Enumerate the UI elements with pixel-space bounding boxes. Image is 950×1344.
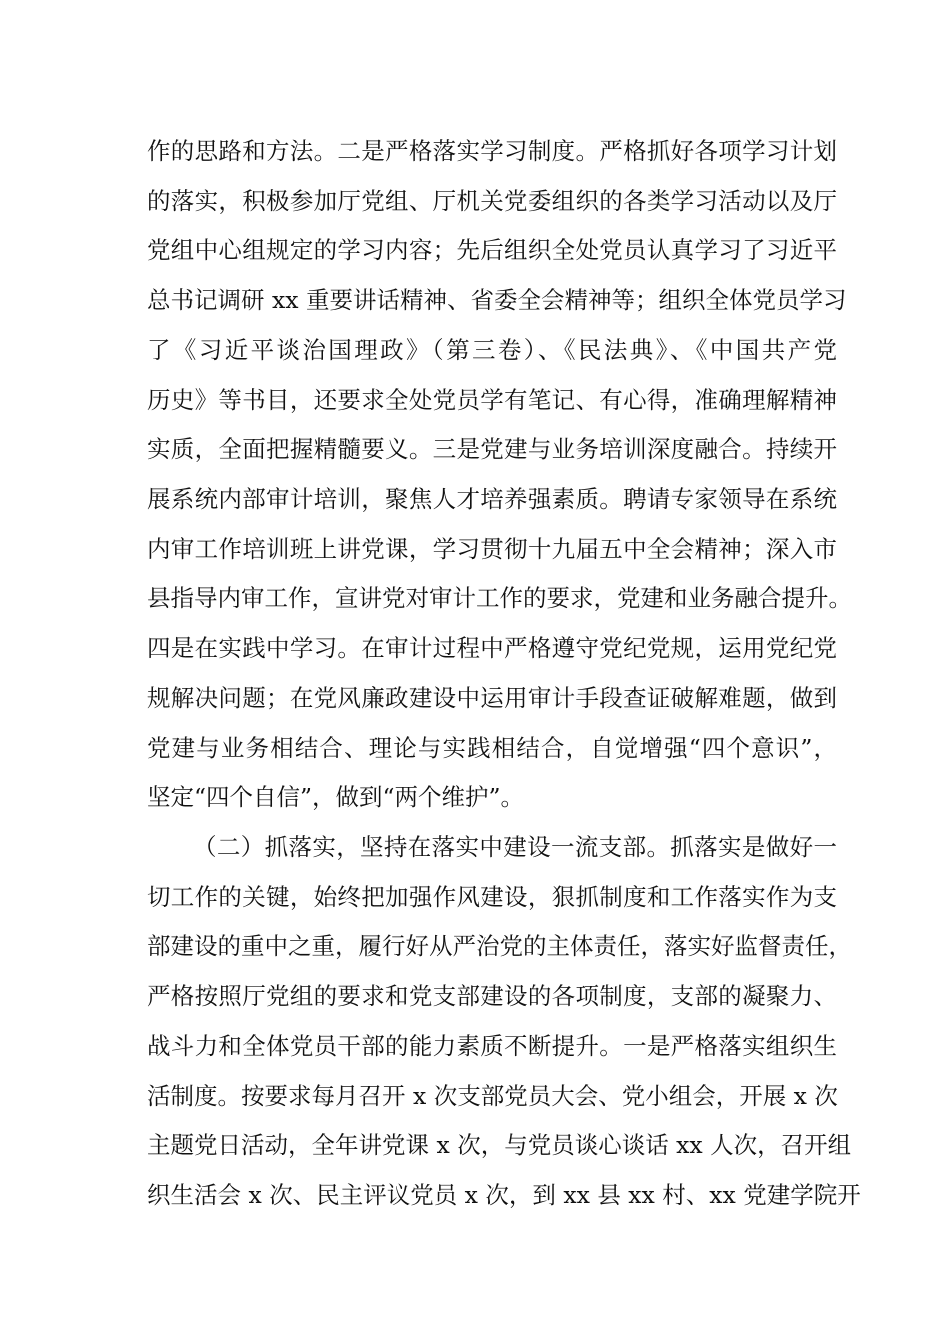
text-line: 县指导内审工作，宣讲党对审计工作的要求，党建和业务融合提升。 xyxy=(147,584,852,612)
text-line: 部建设的重中之重，履行好从严治党的主体责任，落实好监督责任， xyxy=(147,932,852,960)
section-heading-line: （二）抓落实，坚持在落实中建设一流支部。抓落实是做好一 xyxy=(193,833,837,861)
text-line: 严格按照厅党组的要求和党支部建设的各项制度，支部的凝聚力、 xyxy=(147,982,837,1010)
text-line: 作的思路和方法。二是严格落实学习制度。严格抓好各项学习计划 xyxy=(147,137,837,165)
text-line: 总书记调研 xx 重要讲话精神、省委全会精神等；组织全体党员学习 xyxy=(147,286,847,314)
text-line: 织生活会 x 次、民主评议党员 x 次，到 xx 县 xx 村、xx 党建学院开 xyxy=(147,1181,861,1209)
text-line: 战斗力和全体党员干部的能力素质不断提升。一是严格落实组织生 xyxy=(147,1032,837,1060)
text-line: 坚定“四个自信”，做到“两个维护”。 xyxy=(147,783,525,811)
text-line: 展系统内部审计培训，聚焦人才培养强素质。聘请专家领导在系统 xyxy=(147,485,837,513)
text-line: 了《习近平谈治国理政》（第三卷）、《民法典》、《中国共产党 xyxy=(147,336,837,364)
text-line: 活制度。按要求每月召开 x 次支部党员大会、党小组会，开展 x 次 xyxy=(147,1082,838,1110)
text-line: 主题党日活动，全年讲党课 x 次，与党员谈心谈话 xx 人次，召开组 xyxy=(147,1131,852,1159)
text-line: 内审工作培训班上讲党课，学习贯彻十九届五中全会精神；深入市 xyxy=(147,535,837,563)
text-line: 实质，全面把握精髓要义。三是党建与业务培训深度融合。持续开 xyxy=(147,435,837,463)
text-line: 的落实，积极参加厅党组、厅机关党委组织的各类学习活动以及厅 xyxy=(147,187,837,215)
text-line: 党组中心组规定的学习内容；先后组织全处党员认真学习了习近平 xyxy=(147,236,837,264)
text-line: 规解决问题；在党风廉政建设中运用审计手段查证破解难题，做到 xyxy=(147,684,837,712)
text-line: 历史》等书目，还要求全处党员学有笔记、有心得，准确理解精神 xyxy=(147,386,837,414)
text-line: 党建与业务相结合、理论与实践相结合，自觉增强“四个意识”， xyxy=(147,734,837,762)
text-line: 四是在实践中学习。在审计过程中严格遵守党纪党规，运用党纪党 xyxy=(147,634,837,662)
text-line: 切工作的关键，始终把加强作风建设，狠抓制度和工作落实作为支 xyxy=(147,883,837,911)
